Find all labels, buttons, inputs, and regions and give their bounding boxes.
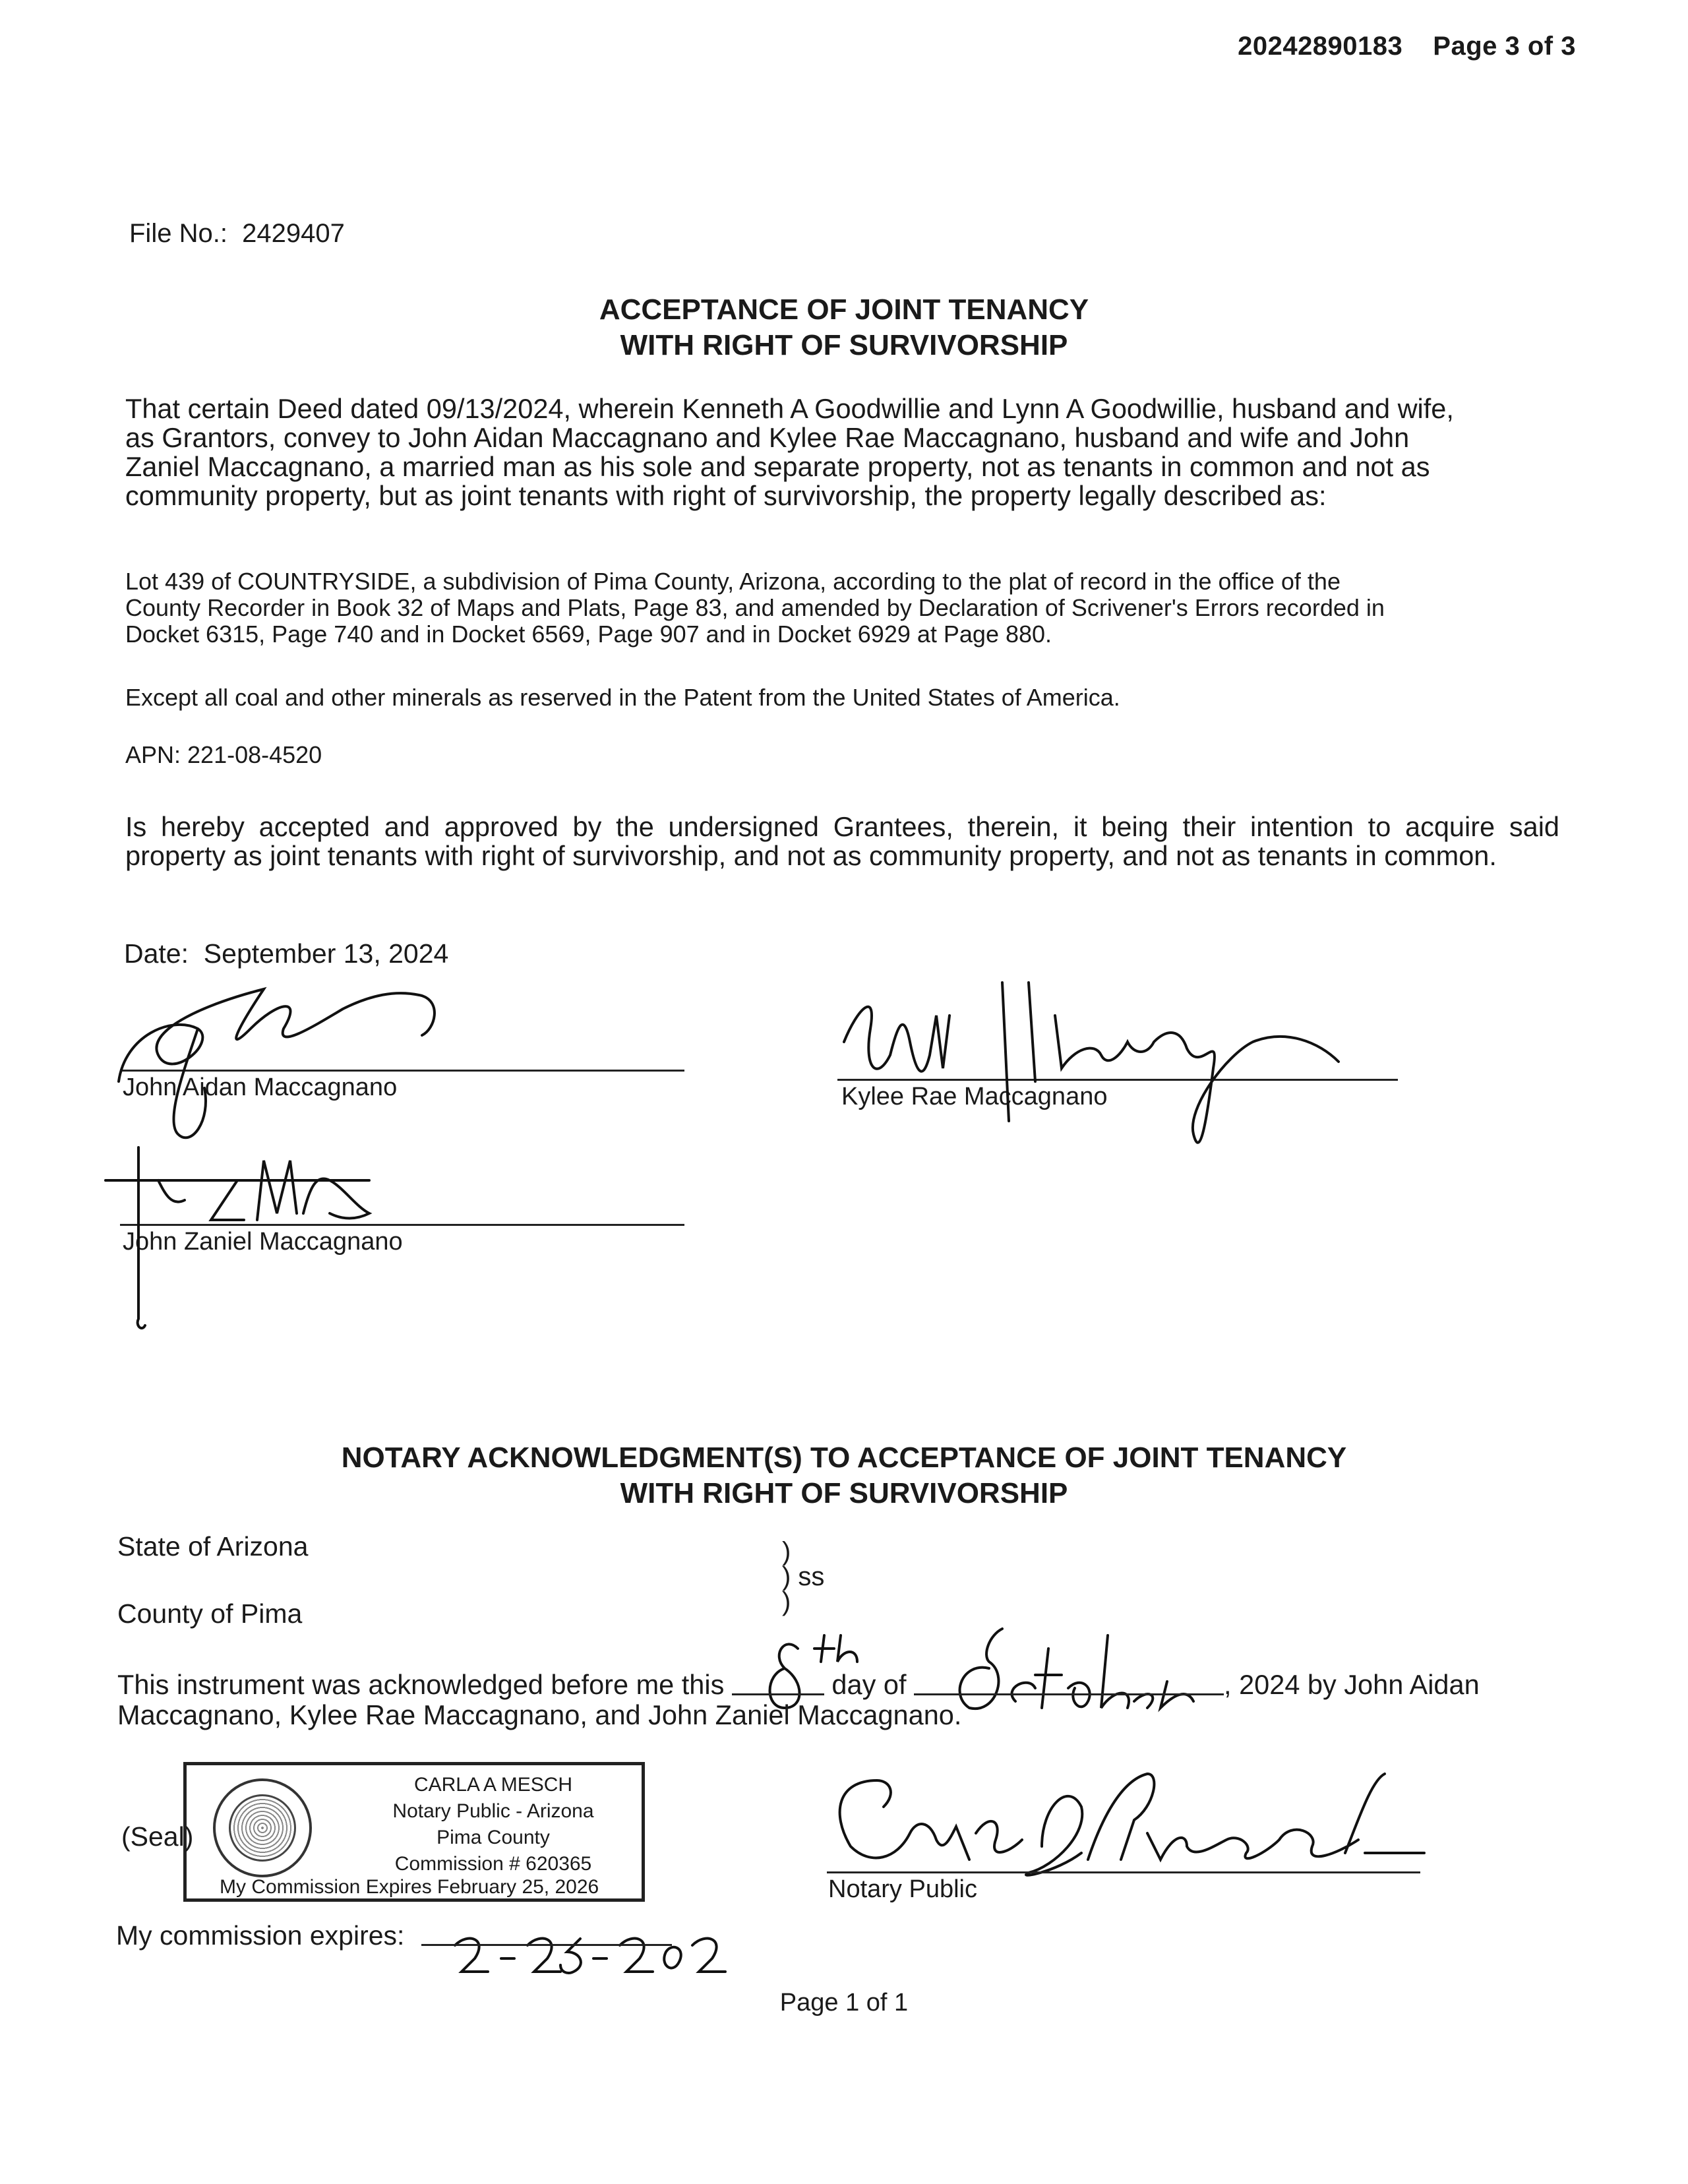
ack-prefix: This instrument was acknowledged before me this xyxy=(117,1669,725,1700)
date-label: Date: xyxy=(124,938,189,969)
apn: APN: 221-08-4520 xyxy=(125,741,322,768)
notary-signature-line xyxy=(827,1871,1420,1873)
notary-public-label: Notary Public xyxy=(828,1875,977,1903)
venue-bracket xyxy=(782,1539,824,1614)
file-number-value: 2429407 xyxy=(242,219,345,248)
deed-line: as Grantors, convey to John Aidan Maccagnano and Kylee Rae Maccagnano, husband and wife and John xyxy=(125,422,1410,453)
acceptance-paragraph: Is hereby accepted and approved by the undersigned Grantees, therein, it being their intention to acquire said property as joint tenants with right of survivorship, and not as community property, and not as tenants in common. xyxy=(125,811,1559,871)
stamp-expires: My Commission Expires February 25, 2026 xyxy=(220,1876,599,1898)
deed-line: Zaniel Maccagnano, a married man as his sole and separate property, not as tenants in common and not as xyxy=(125,451,1430,482)
stamp-name: CARLA A MESCH xyxy=(413,1774,573,1796)
stamp-title: Notary Public - Arizona xyxy=(392,1800,594,1822)
signatory-name: John Zaniel Maccagnano xyxy=(123,1228,403,1256)
ack-suffix: , 2024 by John Aidan xyxy=(1224,1669,1480,1700)
stamp-text xyxy=(351,1772,635,1877)
acknowledgment-line-1 xyxy=(117,1670,1568,1700)
commission-expires xyxy=(116,1920,672,1951)
legal-line: Lot 439 of COUNTRYSIDE, a subdivision of Pima County, Arizona, according to the plat of record in the office of the xyxy=(125,568,1341,595)
day-blank xyxy=(732,1670,824,1695)
signatory-name: John Aidan Maccagnano xyxy=(123,1074,398,1101)
notary-acknowledgment-title xyxy=(0,1440,1688,1511)
seal-emblem xyxy=(229,1794,296,1862)
stamp-county: Pima County xyxy=(437,1827,550,1848)
page-indicator: Page 3 of 3 xyxy=(1433,32,1576,61)
document-number: 20242890183 xyxy=(1238,32,1403,61)
expiration-blank xyxy=(421,1920,672,1946)
month-blank xyxy=(914,1670,1224,1695)
page-footer: Page 1 of 1 xyxy=(779,1989,909,2017)
deed-line: community property, but as joint tenants with right of survivorship, the property legally described as: xyxy=(125,480,1327,511)
venue-county: County of Pima xyxy=(117,1598,303,1629)
legal-line: County Recorder in Book 32 of Maps and Plats, Page 83, and amended by Declaration of Scrivener's Errors recorded in xyxy=(125,594,1385,621)
venue-paren: ) xyxy=(782,1587,791,1616)
notary-title-line-1: NOTARY ACKNOWLEDGMENT(S) TO ACCEPTANCE OF JOINT TENANCY xyxy=(341,1441,1347,1474)
signature-john-zaniel xyxy=(106,1147,369,1328)
file-number-label: File No.: xyxy=(129,219,227,248)
signature-kylee xyxy=(844,983,1339,1143)
acknowledgment-text xyxy=(117,1670,1568,1730)
notary-stamp xyxy=(183,1762,645,1902)
notary-seal-icon xyxy=(213,1778,312,1877)
signature-john-aidan xyxy=(119,989,435,1138)
ack-month xyxy=(914,1694,917,1695)
mineral-exception: Except all coal and other minerals as reserved in the Patent from the United States of America. xyxy=(125,684,1120,711)
venue-ss: ) ss xyxy=(782,1562,825,1591)
seal-label: (Seal) xyxy=(121,1821,194,1852)
acknowledgment-line-2: Maccagnano, Kylee Rae Maccagnano, and John Zaniel Maccagnano. xyxy=(117,1699,962,1730)
title-line-2: WITH RIGHT OF SURVIVORSHIP xyxy=(620,329,1068,361)
venue-state: State of Arizona xyxy=(117,1531,309,1562)
deed-line: That certain Deed dated 09/13/2024, wherein Kenneth A Goodwillie and Lynn A Goodwillie, husband and wife, xyxy=(125,393,1454,424)
stamp-commission: Commission # 620365 xyxy=(394,1853,592,1875)
signature-notary xyxy=(840,1774,1424,1875)
title-line-1: ACCEPTANCE OF JOINT TENANCY xyxy=(599,293,1089,326)
notary-title-line-2: WITH RIGHT OF SURVIVORSHIP xyxy=(620,1477,1068,1509)
signatory-name: Kylee Rae Maccagnano xyxy=(841,1083,1108,1110)
venue-paren: ) xyxy=(782,1537,791,1566)
commission-expires-label: My commission expires: xyxy=(116,1920,405,1951)
legal-line: Docket 6315, Page 740 and in Docket 6569, Page 907 and in Docket 6929 at Page 880. xyxy=(125,621,1052,648)
ack-mid: day of xyxy=(831,1669,907,1700)
date-value: September 13, 2024 xyxy=(203,938,449,969)
ack-day xyxy=(732,1694,733,1695)
